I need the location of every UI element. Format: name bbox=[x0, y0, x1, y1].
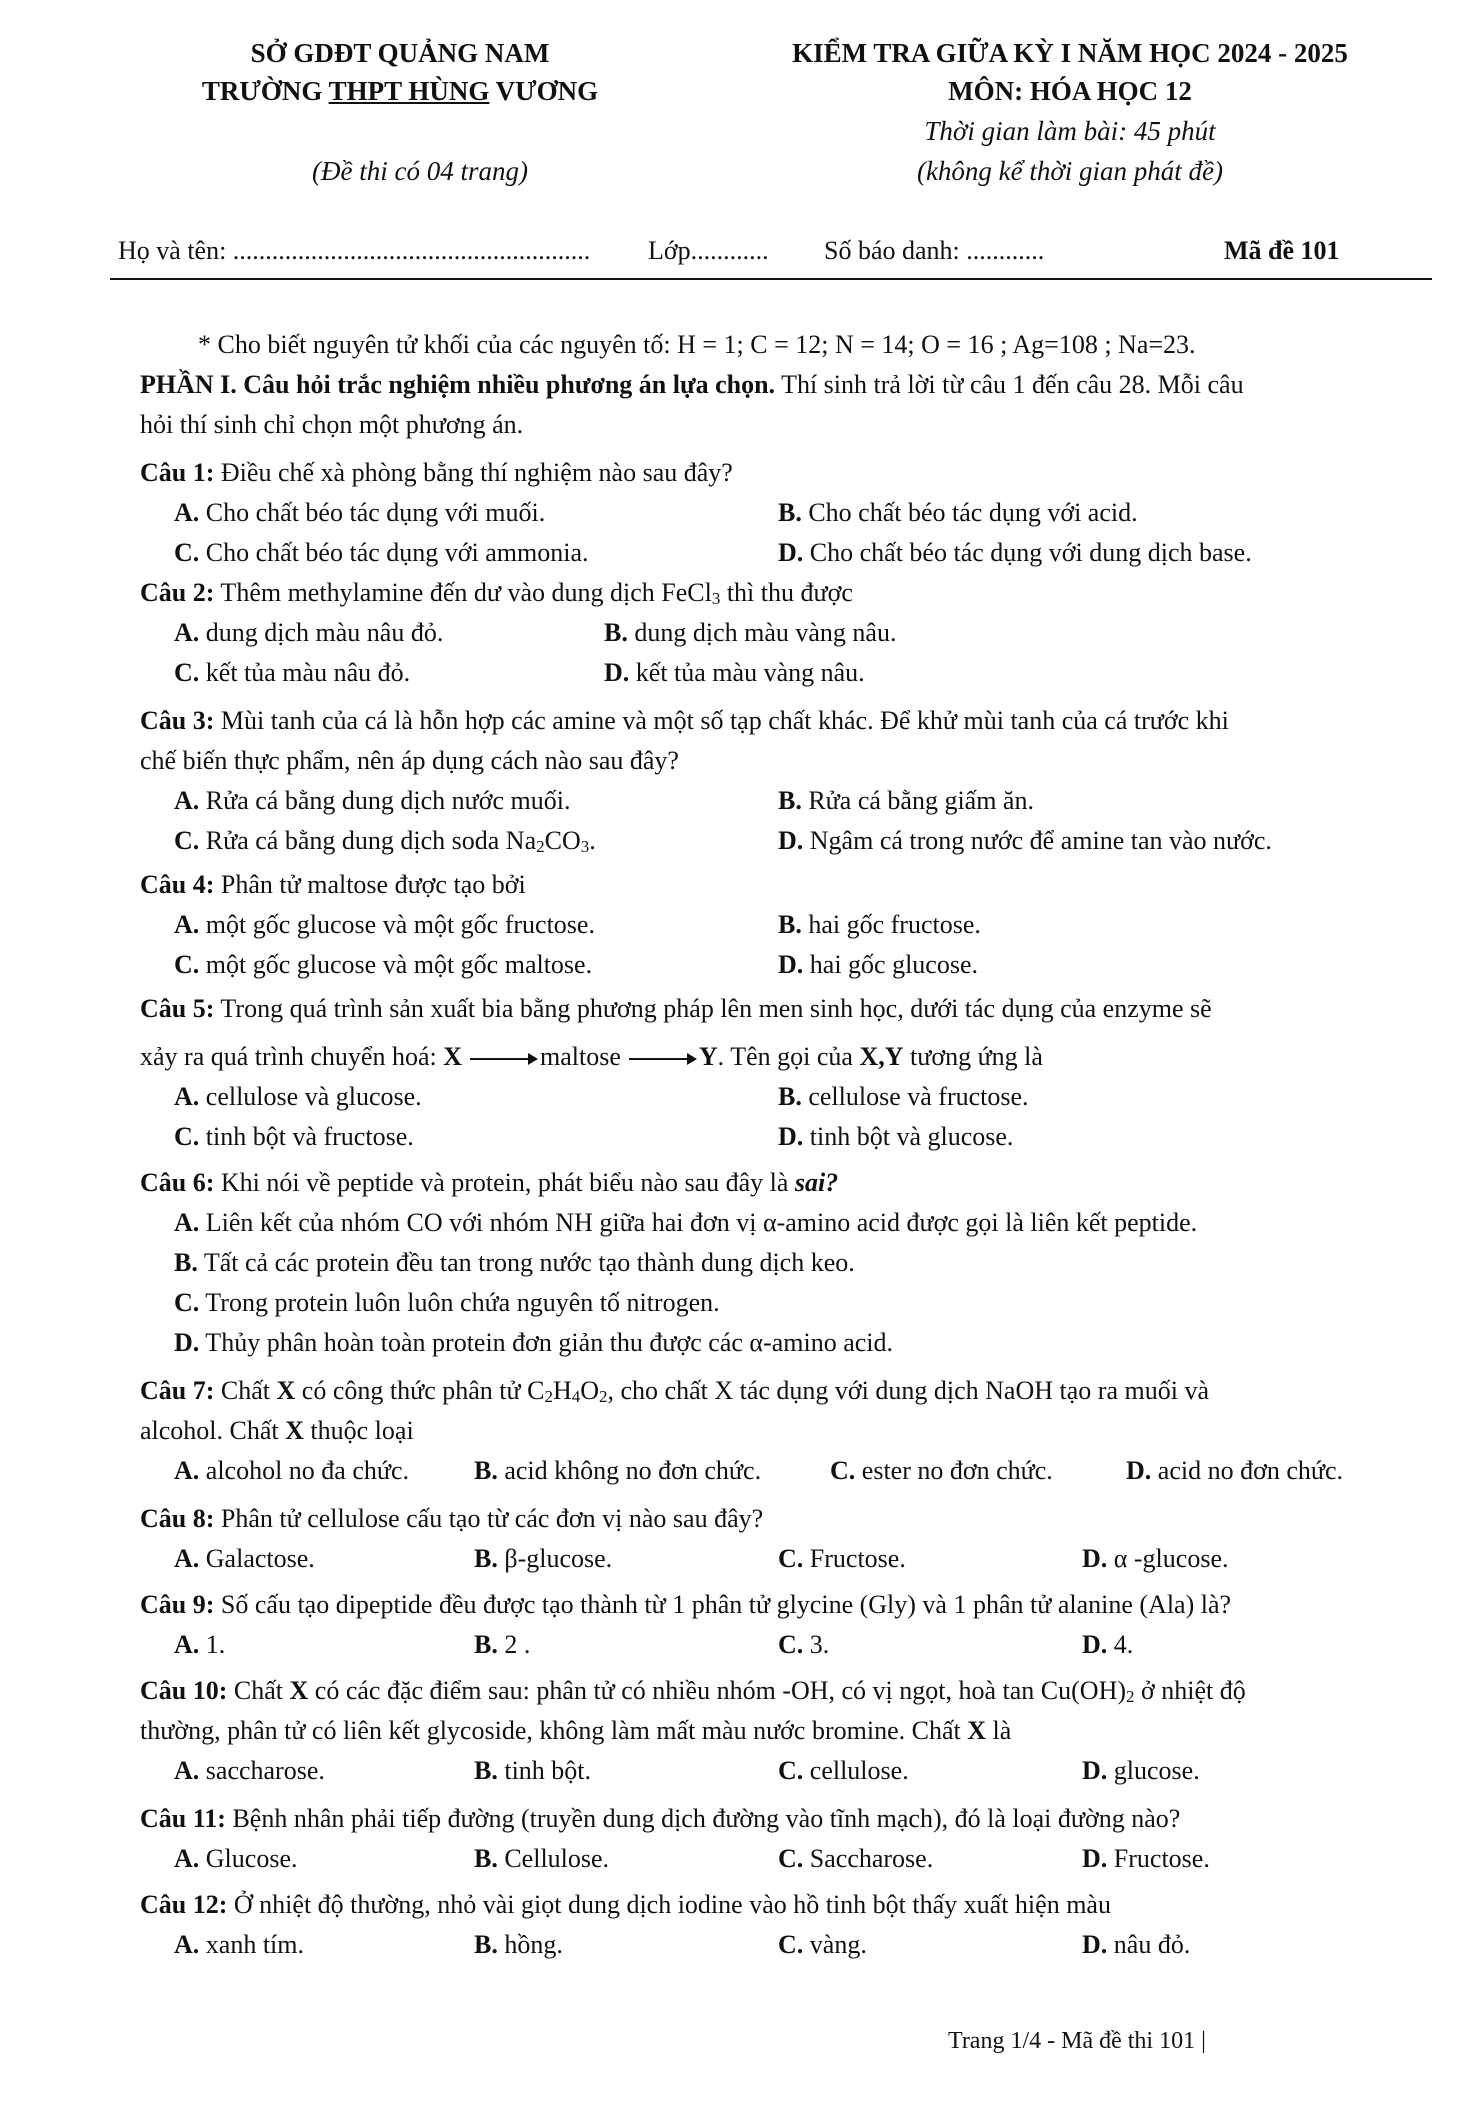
q-label: Câu 12: bbox=[140, 1890, 228, 1919]
q-label: Câu 4: bbox=[140, 870, 215, 899]
question-6 bbox=[140, 1168, 838, 1198]
q-text: O bbox=[580, 1376, 599, 1405]
option-letter: C. bbox=[778, 1844, 804, 1873]
q4-option-d bbox=[778, 950, 978, 980]
option-letter: C. bbox=[778, 1930, 804, 1959]
option-text: Galactose. bbox=[199, 1544, 315, 1573]
question-3 bbox=[140, 706, 1229, 736]
option-text: Cellulose. bbox=[497, 1844, 610, 1873]
option-text: nâu đỏ. bbox=[1107, 1930, 1191, 1959]
q4-option-c bbox=[174, 950, 592, 980]
option-text: cellulose và fructose. bbox=[801, 1082, 1029, 1111]
q12-option-d bbox=[1082, 1930, 1190, 1960]
q7-option-a bbox=[174, 1456, 409, 1486]
question-5-cont bbox=[140, 1042, 1043, 1072]
subscript: 2 bbox=[536, 837, 545, 856]
q10-option-b bbox=[474, 1756, 591, 1786]
option-letter: D. bbox=[778, 826, 804, 855]
q-text: tương ứng là bbox=[903, 1042, 1043, 1071]
question-9 bbox=[140, 1590, 1231, 1620]
option-text: acid không no đơn chức. bbox=[497, 1456, 762, 1485]
q11-option-b bbox=[474, 1844, 609, 1874]
q5-option-d bbox=[778, 1122, 1013, 1152]
q3-option-b bbox=[778, 786, 1034, 816]
option-text: hồng. bbox=[497, 1930, 563, 1959]
q3-option-c bbox=[174, 826, 596, 856]
page-footer: Trang 1/4 - Mã đề thi 101 | bbox=[948, 2028, 1206, 2054]
q-text: Điều chế xà phòng bằng thí nghiệm nào sau đây? bbox=[214, 458, 733, 487]
option-text: Saccharose. bbox=[803, 1844, 934, 1873]
q-label: Câu 5: bbox=[140, 994, 215, 1023]
question-3-cont: chế biến thực phẩm, nên áp dụng cách nào sau đây? bbox=[140, 746, 679, 775]
q-label: Câu 6: bbox=[140, 1168, 215, 1197]
option-text: Tất cả các protein đều tan trong nước tạo thành dung dịch keo. bbox=[197, 1248, 855, 1277]
q10-option-c bbox=[778, 1756, 909, 1786]
school-suffix: VƯƠNG bbox=[489, 76, 599, 106]
q-text: Chất bbox=[214, 1376, 277, 1405]
question-7-cont bbox=[140, 1416, 414, 1446]
q-text: Ở nhiệt độ thường, nhỏ vài giọt dung dịch iodine vào hồ tinh bột thấy xuất hiện màu bbox=[227, 1890, 1111, 1919]
q4-option-a bbox=[174, 910, 595, 940]
substance-x: X bbox=[276, 1376, 296, 1405]
question-10 bbox=[140, 1676, 1246, 1706]
option-letter: D. bbox=[604, 658, 630, 687]
part1-desc-cont: hỏi thí sinh chỉ chọn một phương án. bbox=[140, 410, 524, 439]
q10-option-d bbox=[1082, 1756, 1200, 1786]
option-text: Cho chất béo tác dụng với muối. bbox=[199, 498, 546, 527]
q12-option-c bbox=[778, 1930, 867, 1960]
q11-option-c bbox=[778, 1844, 933, 1874]
q2-option-a bbox=[174, 618, 443, 648]
option-letter: D. bbox=[778, 950, 804, 979]
option-letter: A. bbox=[174, 1082, 200, 1111]
option-letter: B. bbox=[174, 1248, 198, 1277]
option-letter: C. bbox=[174, 826, 200, 855]
exam-title: KIỂM TRA GIỮA KỲ I NĂM HỌC 2024 - 2025 bbox=[792, 38, 1348, 68]
option-text: acid no đơn chức. bbox=[1151, 1456, 1344, 1485]
option-letter: A. bbox=[174, 618, 200, 647]
student-id-field: Số báo danh: ............ bbox=[824, 236, 1045, 265]
option-text: Cho chất béo tác dụng với dung dịch base. bbox=[803, 538, 1252, 567]
option-letter: C. bbox=[174, 658, 200, 687]
q2-option-d bbox=[604, 658, 865, 688]
option-letter: A. bbox=[174, 1844, 200, 1873]
option-letter: B. bbox=[474, 1930, 498, 1959]
question-10-cont bbox=[140, 1716, 1011, 1746]
q-label: Câu 1: bbox=[140, 458, 215, 487]
q-text: thuộc loại bbox=[303, 1416, 414, 1445]
option-letter: C. bbox=[830, 1456, 856, 1485]
q3-option-a bbox=[174, 786, 570, 816]
q-text: Phân tử cellulose cấu tạo từ các đơn vị nào sau đây? bbox=[214, 1504, 764, 1533]
option-letter: C. bbox=[174, 950, 200, 979]
q8-option-c bbox=[778, 1544, 906, 1574]
time-limit: Thời gian làm bài: 45 phút bbox=[924, 116, 1216, 146]
q-text: thì thu được bbox=[720, 578, 853, 607]
option-text: β-glucose. bbox=[497, 1544, 613, 1573]
option-letter: C. bbox=[778, 1756, 804, 1785]
option-letter: A. bbox=[174, 1630, 200, 1659]
q-text: Mùi tanh của cá là hỗn hợp các amine và một số tạp chất khác. Để khử mùi tanh của cá trước khi bbox=[214, 706, 1229, 735]
option-text: Glucose. bbox=[199, 1844, 298, 1873]
q-text: . Tên gọi của bbox=[717, 1042, 860, 1071]
q2-option-b bbox=[604, 618, 896, 648]
q9-option-b bbox=[474, 1630, 530, 1660]
q12-option-b bbox=[474, 1930, 563, 1960]
q-text: H bbox=[552, 1376, 572, 1405]
class-field: Lớp............ bbox=[648, 236, 769, 265]
q-text: là bbox=[986, 1716, 1012, 1745]
option-letter: A. bbox=[174, 1456, 200, 1485]
option-text: kết tủa màu nâu đỏ. bbox=[199, 658, 411, 687]
option-text: ester no đơn chức. bbox=[855, 1456, 1053, 1485]
option-text: . bbox=[589, 826, 596, 855]
substance-x: X bbox=[285, 1416, 304, 1445]
q1-option-b bbox=[778, 498, 1138, 528]
question-12 bbox=[140, 1890, 1111, 1920]
q-text: ở nhiệt độ bbox=[1134, 1676, 1246, 1705]
question-1 bbox=[140, 458, 733, 488]
q-text: , cho chất X tác dụng với dung dịch NaOH tạo ra muối và bbox=[607, 1376, 1209, 1405]
question-4 bbox=[140, 870, 526, 900]
option-letter: B. bbox=[778, 786, 802, 815]
option-letter: D. bbox=[1082, 1630, 1108, 1659]
option-text: Cho chất béo tác dụng với ammonia. bbox=[199, 538, 589, 567]
q1-option-d bbox=[778, 538, 1252, 568]
option-text: Liên kết của nhóm CO với nhóm NH giữa hai đơn vị α-amino acid được gọi là liên kết peptide. bbox=[199, 1208, 1198, 1237]
option-letter: B. bbox=[474, 1844, 498, 1873]
option-text: saccharose. bbox=[199, 1756, 325, 1785]
option-letter: B. bbox=[474, 1456, 498, 1485]
option-letter: A. bbox=[174, 1208, 200, 1237]
q2-option-c bbox=[174, 658, 410, 688]
option-text: Rửa cá bằng giấm ăn. bbox=[801, 786, 1034, 815]
option-text: cellulose. bbox=[803, 1756, 909, 1785]
option-text: hai gốc glucose. bbox=[803, 950, 979, 979]
q9-option-a bbox=[174, 1630, 225, 1660]
q7-option-d bbox=[1126, 1456, 1343, 1486]
q-label: Câu 8: bbox=[140, 1504, 215, 1533]
atomic-mass-note: * Cho biết nguyên tử khối của các nguyên tố: H = 1; C = 12; N = 14; O = 16 ; Ag=108 ; Na=23. bbox=[198, 330, 1196, 359]
q-text: Thêm methylamine đến dư vào dung dịch FeCl bbox=[214, 578, 712, 607]
arrow-icon bbox=[470, 1058, 536, 1060]
option-text: Fructose. bbox=[803, 1544, 906, 1573]
option-text: 3. bbox=[803, 1630, 830, 1659]
q6-option-d bbox=[174, 1328, 893, 1358]
part1-desc: Thí sinh trả lời từ câu 1 đến câu 28. Mỗi câu bbox=[775, 370, 1244, 399]
option-letter: A. bbox=[174, 1930, 200, 1959]
q8-option-a bbox=[174, 1544, 315, 1574]
q-label: Câu 10: bbox=[140, 1676, 228, 1705]
intermediate: maltose bbox=[540, 1042, 621, 1071]
q1-option-a bbox=[174, 498, 545, 528]
substance-x: X bbox=[443, 1042, 463, 1071]
part1-intro bbox=[140, 370, 1430, 400]
q1-option-c bbox=[174, 538, 589, 568]
option-text: CO bbox=[544, 826, 581, 855]
option-letter: B. bbox=[778, 498, 802, 527]
q5-option-c bbox=[174, 1122, 414, 1152]
substance-x: X bbox=[289, 1676, 309, 1705]
subscript: 2 bbox=[1126, 1687, 1135, 1706]
option-text: Rửa cá bằng dung dịch soda Na bbox=[199, 826, 537, 855]
option-letter: A. bbox=[174, 1544, 200, 1573]
option-text: Thủy phân hoàn toàn protein đơn giản thu được các α-amino acid. bbox=[199, 1328, 893, 1357]
option-text: Cho chất béo tác dụng với acid. bbox=[801, 498, 1138, 527]
arrow-icon bbox=[629, 1058, 695, 1060]
q-text: xảy ra quá trình chuyển hoá: bbox=[140, 1042, 444, 1071]
q-text: có các đặc điểm sau: phân tử có nhiều nhóm -OH, có vị ngọt, hoà tan Cu(OH) bbox=[308, 1676, 1127, 1705]
q-text: alcohol. Chất bbox=[140, 1416, 286, 1445]
option-text: α -glucose. bbox=[1107, 1544, 1229, 1573]
option-text: 2 . bbox=[497, 1630, 531, 1659]
q6-option-c bbox=[174, 1288, 720, 1318]
option-letter: B. bbox=[474, 1544, 498, 1573]
q8-option-b bbox=[474, 1544, 612, 1574]
option-text: cellulose và glucose. bbox=[199, 1082, 422, 1111]
q-label: Câu 7: bbox=[140, 1376, 215, 1405]
q-text: Trong quá trình sản xuất bia bằng phương pháp lên men sinh học, dưới tác dụng của enzyme sẽ bbox=[214, 994, 1212, 1023]
option-letter: C. bbox=[174, 538, 200, 567]
q-text: Chất bbox=[227, 1676, 290, 1705]
option-letter: D. bbox=[174, 1328, 200, 1357]
option-letter: D. bbox=[778, 1122, 804, 1151]
option-text: dung dịch màu vàng nâu. bbox=[627, 618, 897, 647]
q7-option-b bbox=[474, 1456, 761, 1486]
option-letter: D. bbox=[1082, 1930, 1108, 1959]
q-text: thường, phân tử có liên kết glycoside, không làm mất màu nước bromine. Chất bbox=[140, 1716, 968, 1745]
option-text: 4. bbox=[1107, 1630, 1134, 1659]
department-name: SỞ GDĐT QUẢNG NAM bbox=[250, 38, 550, 68]
option-text: glucose. bbox=[1107, 1756, 1200, 1785]
q-label: Câu 3: bbox=[140, 706, 215, 735]
exam-code: Mã đề 101 bbox=[1224, 236, 1340, 265]
substance-y: Y bbox=[698, 1042, 718, 1071]
subscript: 3 bbox=[711, 589, 721, 608]
school-name bbox=[170, 76, 630, 107]
q4-option-b bbox=[778, 910, 981, 940]
option-text: Rửa cá bằng dung dịch nước muối. bbox=[199, 786, 571, 815]
option-text: 1. bbox=[199, 1630, 226, 1659]
option-letter: B. bbox=[778, 1082, 802, 1111]
option-letter: B. bbox=[474, 1756, 498, 1785]
option-letter: D. bbox=[1126, 1456, 1152, 1485]
school-prefix: TRƯỜNG bbox=[201, 76, 329, 106]
q-text: Phân tử maltose được tạo bởi bbox=[214, 870, 526, 899]
q-text: có công thức phân tử C bbox=[295, 1376, 545, 1405]
emphasis-word: sai? bbox=[794, 1168, 839, 1197]
q-text: Bệnh nhân phải tiếp đường (truyền dung dịch đường vào tĩnh mạch), đó là loại đường nào? bbox=[225, 1804, 1181, 1833]
q9-option-d bbox=[1082, 1630, 1133, 1660]
option-text: một gốc glucose và một gốc fructose. bbox=[199, 910, 595, 939]
question-8 bbox=[140, 1504, 763, 1534]
option-letter: C. bbox=[174, 1288, 200, 1317]
q3-option-d bbox=[778, 826, 1272, 856]
q6-option-b bbox=[174, 1248, 855, 1278]
option-text: tinh bột và fructose. bbox=[199, 1122, 414, 1151]
option-letter: B. bbox=[604, 618, 628, 647]
part1-title: PHẦN I. Câu hỏi trắc nghiệm nhiều phương án lựa chọn. bbox=[140, 370, 776, 399]
option-letter: B. bbox=[474, 1630, 498, 1659]
option-letter: A. bbox=[174, 910, 200, 939]
option-letter: C. bbox=[778, 1544, 804, 1573]
question-11 bbox=[140, 1804, 1180, 1834]
q-label: Câu 9: bbox=[140, 1590, 215, 1619]
option-letter: A. bbox=[174, 1756, 200, 1785]
question-5 bbox=[140, 994, 1212, 1024]
option-text: kết tủa màu vàng nâu. bbox=[629, 658, 865, 687]
option-letter: C. bbox=[174, 1122, 200, 1151]
option-text: vàng. bbox=[803, 1930, 867, 1959]
q8-option-d bbox=[1082, 1544, 1228, 1574]
subscript: 2 bbox=[544, 1387, 553, 1406]
substance-x: X bbox=[967, 1716, 987, 1745]
school-name-underlined: THPT HÙNG bbox=[328, 76, 490, 106]
option-letter: D. bbox=[1082, 1844, 1108, 1873]
header-divider bbox=[110, 278, 1432, 280]
option-letter: B. bbox=[778, 910, 802, 939]
q5-option-a bbox=[174, 1082, 422, 1112]
time-note: (không kể thời gian phát đề) bbox=[916, 156, 1224, 186]
q7-option-c bbox=[830, 1456, 1053, 1486]
option-text: hai gốc fructose. bbox=[801, 910, 981, 939]
q-label: Câu 11: bbox=[140, 1804, 226, 1833]
option-text: dung dịch màu nâu đỏ. bbox=[199, 618, 444, 647]
q10-option-a bbox=[174, 1756, 325, 1786]
q11-option-a bbox=[174, 1844, 297, 1874]
option-letter: D. bbox=[1082, 1544, 1108, 1573]
option-letter: D. bbox=[1082, 1756, 1108, 1785]
q-text: Khi nói về peptide và protein, phát biểu nào sau đây là bbox=[214, 1168, 795, 1197]
q-text: Số cấu tạo dipeptide đều được tạo thành từ 1 phân tử glycine (Gly) và 1 phân tử alanine (Ala) là? bbox=[214, 1590, 1232, 1619]
subscript: 4 bbox=[571, 1387, 581, 1406]
option-letter: C. bbox=[778, 1630, 804, 1659]
q11-option-d bbox=[1082, 1844, 1210, 1874]
subject: MÔN: HÓA HỌC 12 bbox=[948, 76, 1192, 106]
q-label: Câu 2: bbox=[140, 578, 215, 607]
option-text: xanh tím. bbox=[199, 1930, 304, 1959]
subscript: 3 bbox=[580, 837, 590, 856]
student-name-field: Họ và tên: ....................................................... bbox=[118, 236, 591, 265]
question-7 bbox=[140, 1376, 1209, 1406]
q6-option-a bbox=[174, 1208, 1197, 1238]
question-2 bbox=[140, 578, 853, 608]
substances-xy: X,Y bbox=[859, 1042, 904, 1071]
option-letter: A. bbox=[174, 498, 200, 527]
page-count-note: (Đề thi có 04 trang) bbox=[312, 156, 528, 186]
subscript: 2 bbox=[599, 1387, 608, 1406]
option-text: alcohol no đa chức. bbox=[199, 1456, 410, 1485]
option-text: một gốc glucose và một gốc maltose. bbox=[199, 950, 593, 979]
option-letter: D. bbox=[778, 538, 804, 567]
option-text: tinh bột. bbox=[497, 1756, 592, 1785]
option-text: tinh bột và glucose. bbox=[803, 1122, 1014, 1151]
option-text: Trong protein luôn luôn chứa nguyên tố nitrogen. bbox=[199, 1288, 720, 1317]
option-letter: A. bbox=[174, 786, 200, 815]
option-text: Ngâm cá trong nước để amine tan vào nước. bbox=[803, 826, 1272, 855]
q12-option-a bbox=[174, 1930, 304, 1960]
q9-option-c bbox=[778, 1630, 829, 1660]
q5-option-b bbox=[778, 1082, 1029, 1112]
option-text: Fructose. bbox=[1107, 1844, 1210, 1873]
